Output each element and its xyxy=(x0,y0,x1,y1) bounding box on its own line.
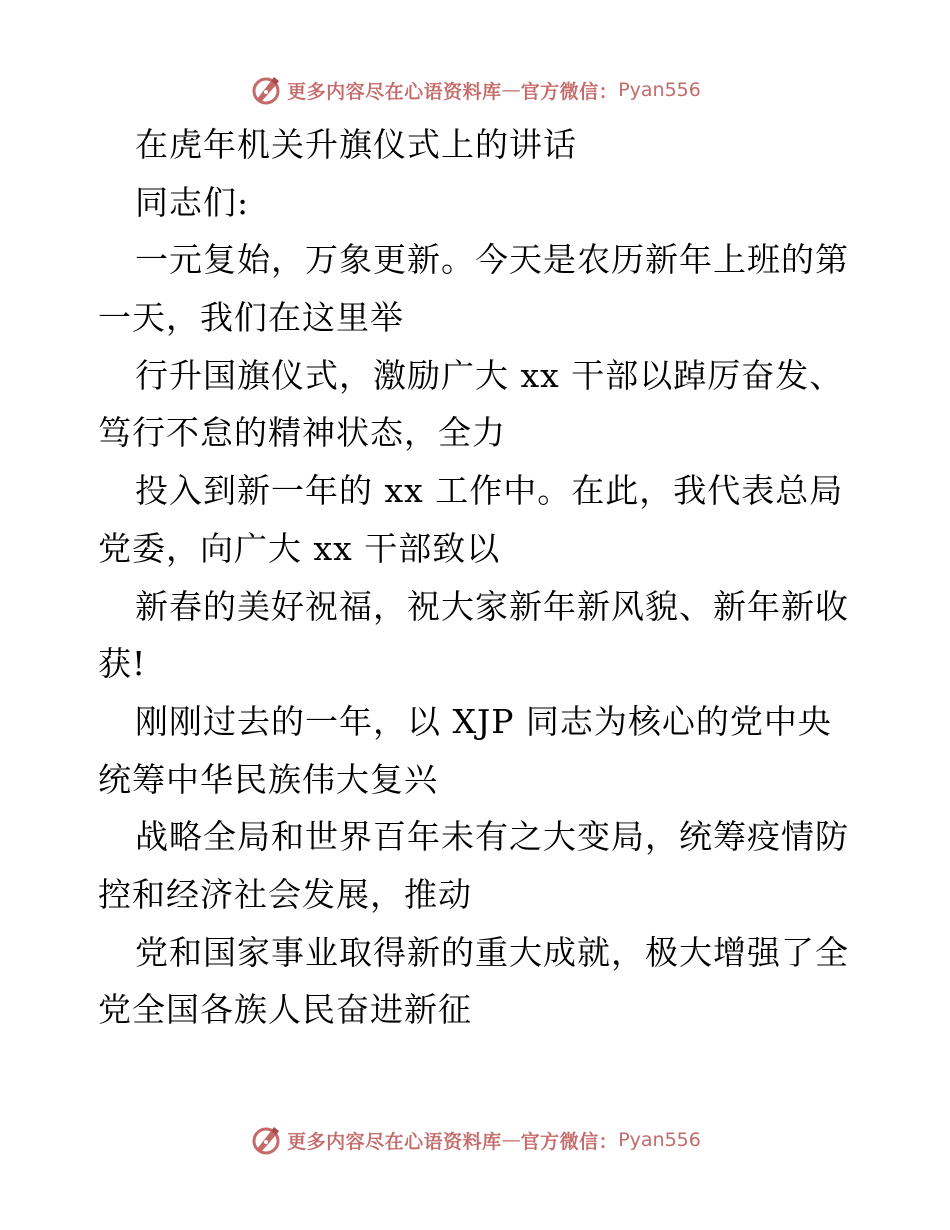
document-line: 控和经济社会发展，推动 xyxy=(98,874,472,914)
document-line: 统筹中华民族伟大复兴 xyxy=(98,759,438,799)
document-line: 行升国旗仪式，激励广大 xx 干部以踔厉奋发、 xyxy=(135,355,844,395)
document-body xyxy=(98,116,858,1039)
site-name: 更多内容尽在心语资料库 xyxy=(287,1130,502,1153)
wechat-label: 官方微信： xyxy=(520,1130,619,1153)
wechat-label: 官方微信： xyxy=(520,80,619,103)
document-line: 同志们: xyxy=(135,182,250,222)
site-name: 更多内容尽在心语资料库 xyxy=(287,80,502,103)
pen-nib-logo-icon xyxy=(249,73,283,107)
document-line: 笃行不怠的精神状态，全力 xyxy=(98,413,506,453)
document-line: 新春的美好祝福，祝大家新年新风貌、新年新收 xyxy=(135,586,849,626)
banner-dash: — xyxy=(501,79,521,101)
document-line: 投入到新一年的 xx 工作中。在此，我代表总局 xyxy=(135,471,844,511)
footer-watermark-banner xyxy=(0,1120,950,1160)
document-line: 党委，向广大 xx 干部致以 xyxy=(98,528,501,568)
document-line: 在虎年机关升旗仪式上的讲话 xyxy=(135,125,577,164)
banner-dash: — xyxy=(501,1129,521,1151)
document-line: 党和国家事业取得新的重大成就，极大增强了全 xyxy=(135,932,849,972)
header-watermark-banner xyxy=(0,70,950,110)
wechat-id: Pyan556 xyxy=(618,1129,701,1151)
document-line: 获! xyxy=(98,644,147,684)
document-line: 战略全局和世界百年未有之大变局，统筹疫情防 xyxy=(135,817,849,857)
document-line: 刚刚过去的一年，以 XJP 同志为核心的党中央 xyxy=(135,701,832,741)
document-line: 一元复始，万象更新。今天是农历新年上班的第 xyxy=(135,240,849,280)
document-line: 党全国各族人民奋进新征 xyxy=(98,990,472,1030)
wechat-id: Pyan556 xyxy=(618,79,701,101)
pen-nib-logo-icon xyxy=(249,1123,283,1157)
document-line: 一天，我们在这里举 xyxy=(98,298,404,338)
